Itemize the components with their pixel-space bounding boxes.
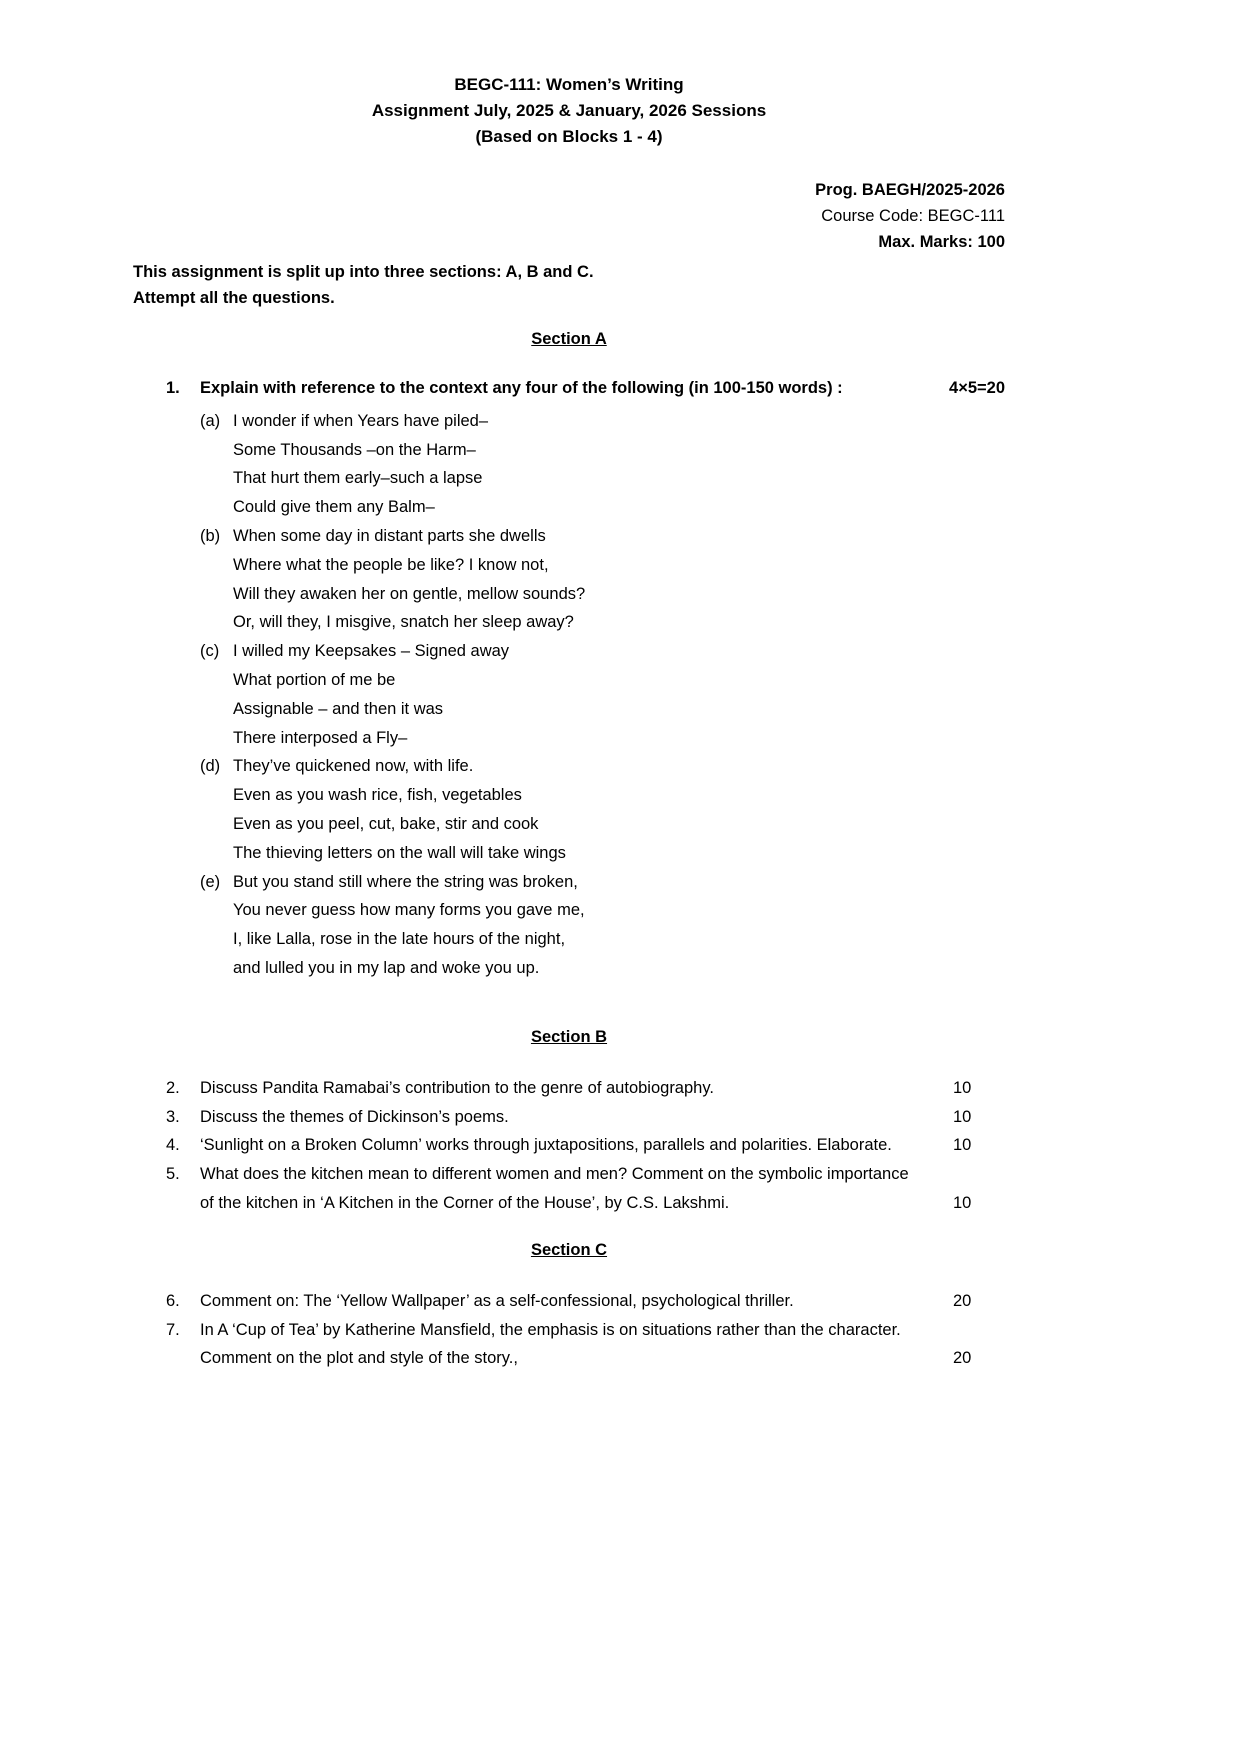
question-6-number: 6.: [166, 1291, 180, 1310]
question-1: [133, 374, 1005, 983]
question-2-number: 2.: [166, 1078, 180, 1097]
max-marks-line: Max. Marks: 100: [878, 233, 1005, 251]
question-1-marks: 4×5=20: [949, 379, 1005, 397]
doc-blocks-line: (Based on Blocks 1 - 4): [475, 127, 663, 146]
poem-line: I willed my Keepsakes – Signed away: [233, 642, 510, 661]
poem-item-e: [200, 868, 1005, 983]
question-5-text: What does the kitchen mean to different women and men? Comment on the symbolic importance of the kitchen in ‘A Kitchen in the Corner of the House’, by C.S. Lakshmi.: [200, 1165, 909, 1212]
section-b-heading-text: Section B: [530, 1027, 608, 1046]
poem-item-a: [200, 407, 1005, 522]
poem-line: Assignable – and then it was: [233, 699, 444, 718]
question-5-marks: 10: [953, 1193, 972, 1212]
poem-item-label: (b): [200, 526, 221, 545]
meta-block: [133, 177, 1005, 255]
poem-line: They’ve quickened now, with life.: [233, 757, 474, 776]
poem-line: Will they awaken her on gentle, mellow sounds?: [233, 584, 586, 603]
poem-lines: [233, 637, 1005, 752]
instructions: [133, 259, 1005, 311]
section-c-heading-text: Section C: [530, 1240, 608, 1259]
question-3-text: Discuss the themes of Dickinson’s poems.: [200, 1107, 509, 1126]
course-code-line: Course Code: BEGC-111: [821, 207, 1005, 225]
poem-item-label: (e): [200, 872, 221, 891]
poem-item-c: [200, 637, 1005, 752]
question-5: [133, 1160, 1005, 1218]
instructions-line-2: Attempt all the questions.: [133, 289, 335, 307]
poem-lines: [233, 522, 1005, 637]
poem-line: I wonder if when Years have piled–: [233, 411, 489, 430]
poem-line: Even as you wash rice, fish, vegetables: [233, 786, 522, 805]
poem-item-d: [200, 752, 1005, 867]
question-1-head: [200, 374, 1005, 403]
doc-title: BEGC-111: Women’s Writing: [454, 75, 684, 94]
question-1-text: Explain with reference to the context any four of the following (in 100-150 words) :: [200, 379, 843, 397]
poem-item-b: [200, 522, 1005, 637]
poem-line: But you stand still where the string was broken,: [233, 872, 578, 891]
question-4-number: 4.: [166, 1136, 180, 1155]
poem-line: Even as you peel, cut, bake, stir and cook: [233, 814, 539, 833]
poem-line: Some Thousands –on the Harm–: [233, 440, 476, 459]
question-7-marks: 20: [953, 1349, 972, 1368]
poem-line: The thieving letters on the wall will take wings: [233, 843, 566, 862]
question-4: [133, 1131, 1005, 1160]
poem-line: What portion of me be: [233, 670, 396, 689]
question-2: [133, 1074, 1005, 1103]
question-1-body: [200, 374, 1005, 983]
section-c-heading: [133, 1236, 1005, 1265]
question-7-number: 7.: [166, 1320, 180, 1339]
poem-item-label: (c): [200, 642, 220, 661]
poem-lines: [233, 407, 1005, 522]
doc-header: [133, 72, 1005, 150]
question-3: [133, 1103, 1005, 1132]
poem-line: Where what the people be like? I know not,: [233, 555, 549, 574]
program-line: Prog. BAEGH/2025-2026: [815, 181, 1005, 199]
poem-line: That hurt them early–such a lapse: [233, 469, 483, 488]
poem-item-label: (a): [200, 411, 221, 430]
question-7: [133, 1316, 1005, 1374]
question-1-number: 1.: [166, 379, 180, 397]
poem-line: and lulled you in my lap and woke you up.: [233, 958, 540, 977]
section-a-heading: [133, 325, 1005, 354]
doc-session-line: Assignment July, 2025 & January, 2026 Sessions: [371, 101, 767, 120]
instructions-line-1: This assignment is split up into three sections: A, B and C.: [133, 263, 594, 281]
poem-line: There interposed a Fly–: [233, 728, 408, 747]
question-3-number: 3.: [166, 1107, 180, 1126]
poem-lines: [233, 752, 1005, 867]
question-6-text: Comment on: The ‘Yellow Wallpaper’ as a self-confessional, psychological thriller.: [200, 1291, 794, 1310]
poem-item-label: (d): [200, 757, 221, 776]
question-2-marks: 10: [953, 1078, 972, 1097]
question-4-marks: 10: [953, 1136, 972, 1155]
question-7-text: In A ‘Cup of Tea’ by Katherine Mansfield, the emphasis is on situations rather than the character. Comment on the plot and style of the story.,: [200, 1320, 901, 1368]
poem-line: Could give them any Balm–: [233, 498, 435, 517]
question-6-marks: 20: [953, 1291, 972, 1310]
poem-line: You never guess how many forms you gave me,: [233, 901, 585, 920]
question-2-text: Discuss Pandita Ramabai’s contribution to the genre of autobiography.: [200, 1078, 714, 1097]
poem-line: Or, will they, I misgive, snatch her sleep away?: [233, 613, 574, 632]
section-b-heading: [133, 1023, 1005, 1052]
poem-line: I, like Lalla, rose in the late hours of the night,: [233, 930, 566, 949]
poem-line: When some day in distant parts she dwells: [233, 526, 546, 545]
poem-lines: [233, 868, 1005, 983]
question-5-number: 5.: [166, 1165, 180, 1184]
question-4-text: ‘Sunlight on a Broken Column’ works through juxtapositions, parallels and polarities. Elaborate.: [200, 1136, 892, 1155]
question-3-marks: 10: [953, 1107, 972, 1126]
question-6: [133, 1287, 1005, 1316]
section-a-heading-text: Section A: [531, 330, 607, 348]
